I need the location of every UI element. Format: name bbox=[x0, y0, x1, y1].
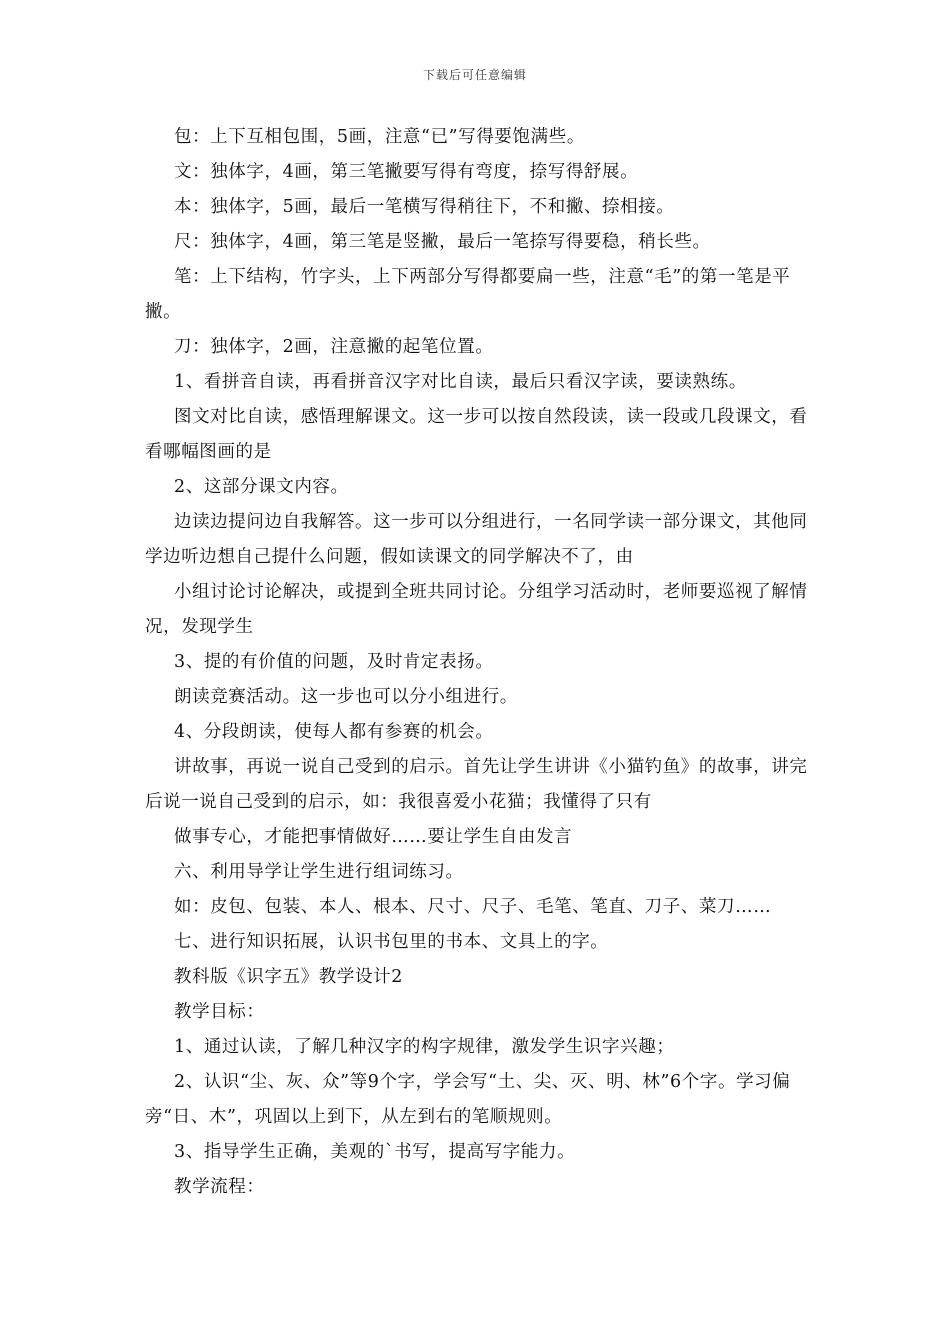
paragraph-step-question: 边读边提问边自我解答。这一步可以分组进行，一名同学读一部分课文，其他同学边听边想自己提什么问题，假如读课文的同学解决不了，由 bbox=[145, 512, 808, 567]
paragraph-step-group: 小组讨论讨论解决，或提到全班共同讨论。分组学习活动时，老师要巡视了解情况，发现学生 bbox=[145, 582, 808, 637]
paragraph-step-4: 4、分段朗读，使每人都有参赛的机会。 bbox=[174, 722, 494, 742]
page-header: 下载后可任意编辑 bbox=[422, 68, 527, 82]
document-body bbox=[145, 120, 825, 1205]
paragraph-flow-heading: 教学流程： bbox=[174, 1177, 265, 1197]
paragraph-step-words: 如：皮包、包装、本人、根本、尺寸、尺子、毛笔、笔直、刀子、菜刀…… bbox=[174, 897, 772, 917]
paragraph-step-focus: 做事专心，才能把事情做好……要让学生自由发言 bbox=[174, 827, 573, 847]
paragraph-goals-heading: 教学目标： bbox=[174, 1002, 265, 1022]
paragraph-goal-2: 2、认识“尘、灰、众”等9个字，学会写“土、尖、灭、明、林”6个字。学习偏旁“日、木”，巩固以上到下，从左到右的笔顺规则。 bbox=[145, 1072, 791, 1127]
paragraph-char-bi: 笔：上下结构，竹字头，上下两部分写得都要扁一些，注意“毛”的第一笔是平撇。 bbox=[145, 267, 791, 322]
paragraph-step-contest: 朗读竞赛活动。这一步也可以分小组进行。 bbox=[174, 687, 518, 707]
paragraph-step-2: 2、这部分课文内容。 bbox=[174, 477, 349, 497]
paragraph-design-2-title: 教科版《识字五》教学设计2 bbox=[174, 967, 403, 987]
paragraph-step-1: 1、看拼音自读，再看拼音汉字对比自读，最后只看汉字读，要读熟练。 bbox=[174, 372, 747, 392]
paragraph-step-story: 讲故事，再说一说自己受到的启示。首先让学生讲讲《小猫钓鱼》的故事，讲完后说一说自己受到的启示，如：我很喜爱小花猫；我懂得了只有 bbox=[145, 757, 808, 812]
paragraph-step-picture: 图文对比自读，感悟理解课文。这一步可以按自然段读，读一段或几段课文，看看哪幅图画的是 bbox=[145, 407, 808, 462]
paragraph-step-6: 六、利用导学让学生进行组词练习。 bbox=[174, 862, 464, 882]
paragraph-char-ben: 本：独体字，5画，最后一笔横写得稍往下，不和撇、捺相接。 bbox=[174, 197, 675, 217]
paragraph-goal-3: 3、指导学生正确，美观的`书写，提高写字能力。 bbox=[174, 1142, 576, 1162]
paragraph-char-wen: 文：独体字，4画，第三笔撇要写得有弯度，捺写得舒展。 bbox=[174, 162, 639, 182]
paragraph-step-7: 七、进行知识拓展，认识书包里的书本、文具上的字。 bbox=[174, 932, 609, 952]
paragraph-goal-1: 1、通过认读，了解几种汉字的构字规律，激发学生识字兴趣； bbox=[174, 1037, 675, 1057]
paragraph-char-dao: 刀：独体字，2画，注意撇的起笔位置。 bbox=[174, 337, 494, 357]
paragraph-step-3: 3、提的有价值的问题，及时肯定表扬。 bbox=[174, 652, 494, 672]
paragraph-char-bao: 包：上下互相包围，5画，注意“已”写得要饱满些。 bbox=[174, 127, 585, 147]
paragraph-char-chi: 尺：独体字，4画，第三笔是竖撇，最后一笔捺写得要稳，稍长些。 bbox=[174, 232, 711, 252]
